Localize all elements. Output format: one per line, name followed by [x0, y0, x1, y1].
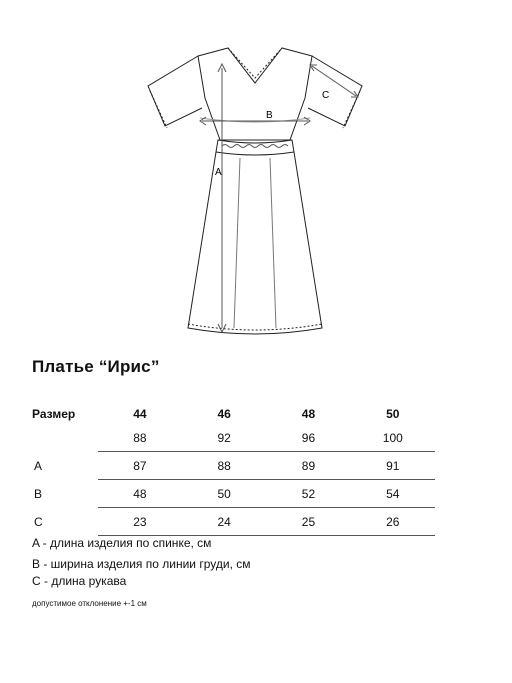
- size-48: 48: [301, 407, 316, 421]
- table-cell: 50: [182, 480, 266, 508]
- right-sleeve: [308, 56, 362, 126]
- size-header-row: [30, 404, 435, 424]
- table-row: [30, 508, 435, 536]
- skirt: [188, 152, 322, 334]
- table-cell: 88: [98, 424, 182, 452]
- table-cell: 88: [182, 452, 266, 480]
- legend-a: A - длина изделия по спинке, см: [32, 536, 212, 550]
- size-46: 46: [217, 407, 231, 421]
- table-cell: 25: [266, 508, 350, 536]
- left-sleeve: [148, 56, 202, 126]
- dress-sketch: [130, 28, 380, 348]
- table-cell: 48: [98, 480, 182, 508]
- measure-c: [312, 66, 356, 96]
- size-50: 50: [386, 407, 400, 421]
- size-header-label: Размер: [32, 407, 76, 421]
- label-a: A: [215, 167, 222, 178]
- product-title: Платье “Ирис”: [32, 357, 160, 376]
- tolerance-note: допустимое отклонение +-1 см: [32, 599, 147, 608]
- table-row: [30, 480, 435, 508]
- table-cell: 26: [351, 508, 435, 536]
- table-row: [30, 452, 435, 480]
- legend-c: C - длина рукава: [32, 574, 127, 588]
- table-cell: 100: [351, 424, 435, 452]
- table-cell: 96: [266, 424, 350, 452]
- label-b: B: [266, 110, 273, 121]
- table-cell: 54: [351, 480, 435, 508]
- table-row: [30, 424, 435, 452]
- row-label: B: [34, 486, 43, 501]
- bodice: [198, 48, 312, 140]
- legend-b: B - ширина изделия по линии груди, см: [32, 557, 251, 571]
- table-cell: 92: [182, 424, 266, 452]
- row-label: C: [34, 514, 43, 529]
- table-cell: 24: [182, 508, 266, 536]
- size-table: [30, 404, 435, 536]
- table-cell: 89: [266, 452, 350, 480]
- table-cell: 23: [98, 508, 182, 536]
- size-44: 44: [133, 407, 147, 421]
- row-label: A: [34, 458, 43, 473]
- table-cell: 52: [266, 480, 350, 508]
- table-cell: 91: [351, 452, 435, 480]
- label-c: C: [322, 90, 330, 101]
- table-cell: 87: [98, 452, 182, 480]
- row-label: [30, 424, 98, 452]
